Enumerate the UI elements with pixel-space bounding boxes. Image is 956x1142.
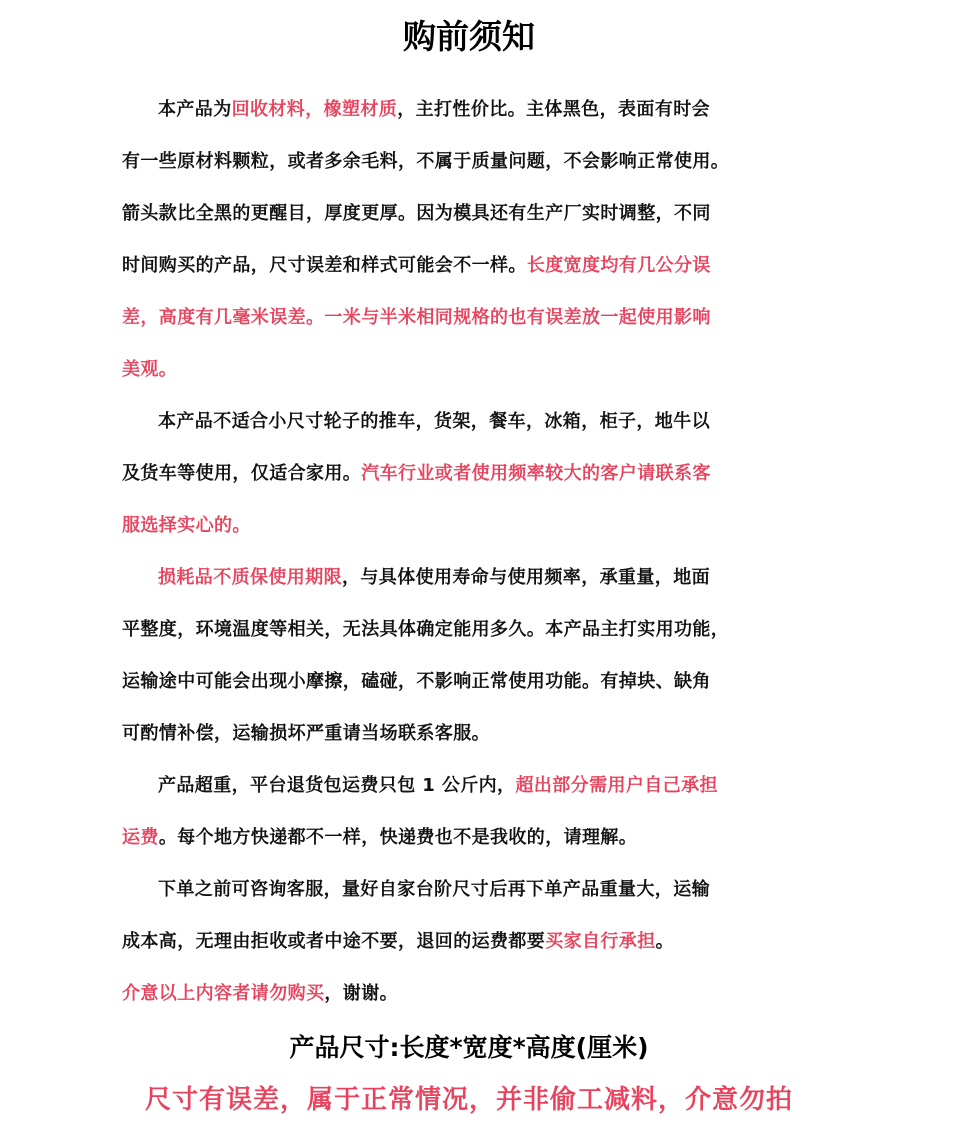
text-segment: 。每个地方快递都不一样，快递费也不是我收的，请理解。 (158, 827, 638, 848)
paragraph-returns (122, 760, 782, 812)
text-segment: 时间购买的产品，尺寸误差和样式可能会不一样。 (122, 255, 527, 276)
text-line (122, 916, 782, 968)
text-segment: 产品超重，平台退货包运费只包 1 公斤内， (158, 775, 516, 796)
highlight-text: 买家自行承担 (545, 931, 656, 952)
text-line (122, 448, 782, 500)
highlight-text: 美观。 (122, 359, 178, 380)
text-segment: ，谢谢。 (324, 983, 399, 1004)
highlight-text: 介意以上内容者请勿购买 (122, 983, 325, 1004)
highlight-text: 回收材料，橡塑材质 (231, 99, 398, 120)
text-line: 箭头款比全黑的更醒目，厚度更厚。因为模具还有生产厂实时调整，不同 (122, 203, 711, 224)
text-segment: 及货车等使用，仅适合家用。 (122, 463, 362, 484)
text-segment: 。 (655, 931, 675, 952)
page-title: 购前须知 (403, 17, 535, 56)
text-line (122, 760, 782, 812)
text-line (122, 240, 782, 292)
size-title: 产品尺寸:长度*宽度*高度(厘米) (289, 1033, 649, 1062)
highlight-text: 服选择实心的。 (122, 515, 251, 536)
paragraph-warranty (122, 552, 782, 604)
text-line (122, 552, 782, 604)
text-line (122, 812, 782, 864)
text-segment: 本产品为 (158, 99, 232, 120)
notice-body (122, 84, 782, 1020)
paragraph-ordering-cont (122, 916, 782, 968)
paragraph-closing (122, 968, 782, 1020)
paragraph-material-cont (122, 136, 782, 396)
text-segment: ，主打性价比。主体黑色，表面有时会 (397, 99, 711, 120)
paragraph-usage (122, 396, 782, 448)
highlight-text: 长度宽度均有几公分误 (526, 255, 711, 276)
text-line: 可酌情补偿，运输损坏严重请当场联系客服。 (122, 723, 490, 744)
text-segment: 成本高，无理由拒收或者中途不要，退回的运费都要 (122, 931, 546, 952)
text-line: 有一些原材料颗粒，或者多余毛料，不属于质量问题，不会影响正常使用。 (122, 151, 730, 172)
paragraph-usage-cont (122, 448, 782, 552)
highlight-text: 汽车行业或者使用频率较大的客户请联系客 (361, 463, 711, 484)
paragraph-warranty-cont (122, 604, 782, 760)
highlight-text: 损耗品不质保使用期限 (158, 567, 342, 588)
paragraph-returns-cont (122, 812, 782, 864)
text-segment: ，与具体使用寿命与使用频率，承重量，地面 (342, 567, 710, 588)
text-line (122, 84, 782, 136)
paragraph-ordering (122, 864, 782, 916)
text-line: 运输途中可能会出现小摩擦，磕碰，不影响正常使用功能。有掉块、缺角 (122, 671, 711, 692)
text-line: 本产品不适合小尺寸轮子的推车，货架，餐车，冰箱，柜子，地牛以 (158, 411, 710, 432)
highlight-text: 差，高度有几毫米误差。一米与半米相同规格的也有误差放一起使用影响 (122, 307, 711, 328)
text-line: 下单之前可咨询客服，量好自家台阶尺寸后再下单产品重量大，运输 (158, 879, 710, 900)
bottom-warning: 尺寸有误差，属于正常情况，并非偷工减料，介意勿拍 (144, 1085, 793, 1115)
text-line (122, 968, 782, 1020)
paragraph-material (122, 84, 782, 136)
highlight-text: 运费 (122, 827, 159, 848)
text-line: 平整度，环境温度等相关，无法具体确定能用多久。本产品主打实用功能， (122, 619, 730, 640)
highlight-text: 超出部分需用户自己承担 (515, 775, 718, 796)
